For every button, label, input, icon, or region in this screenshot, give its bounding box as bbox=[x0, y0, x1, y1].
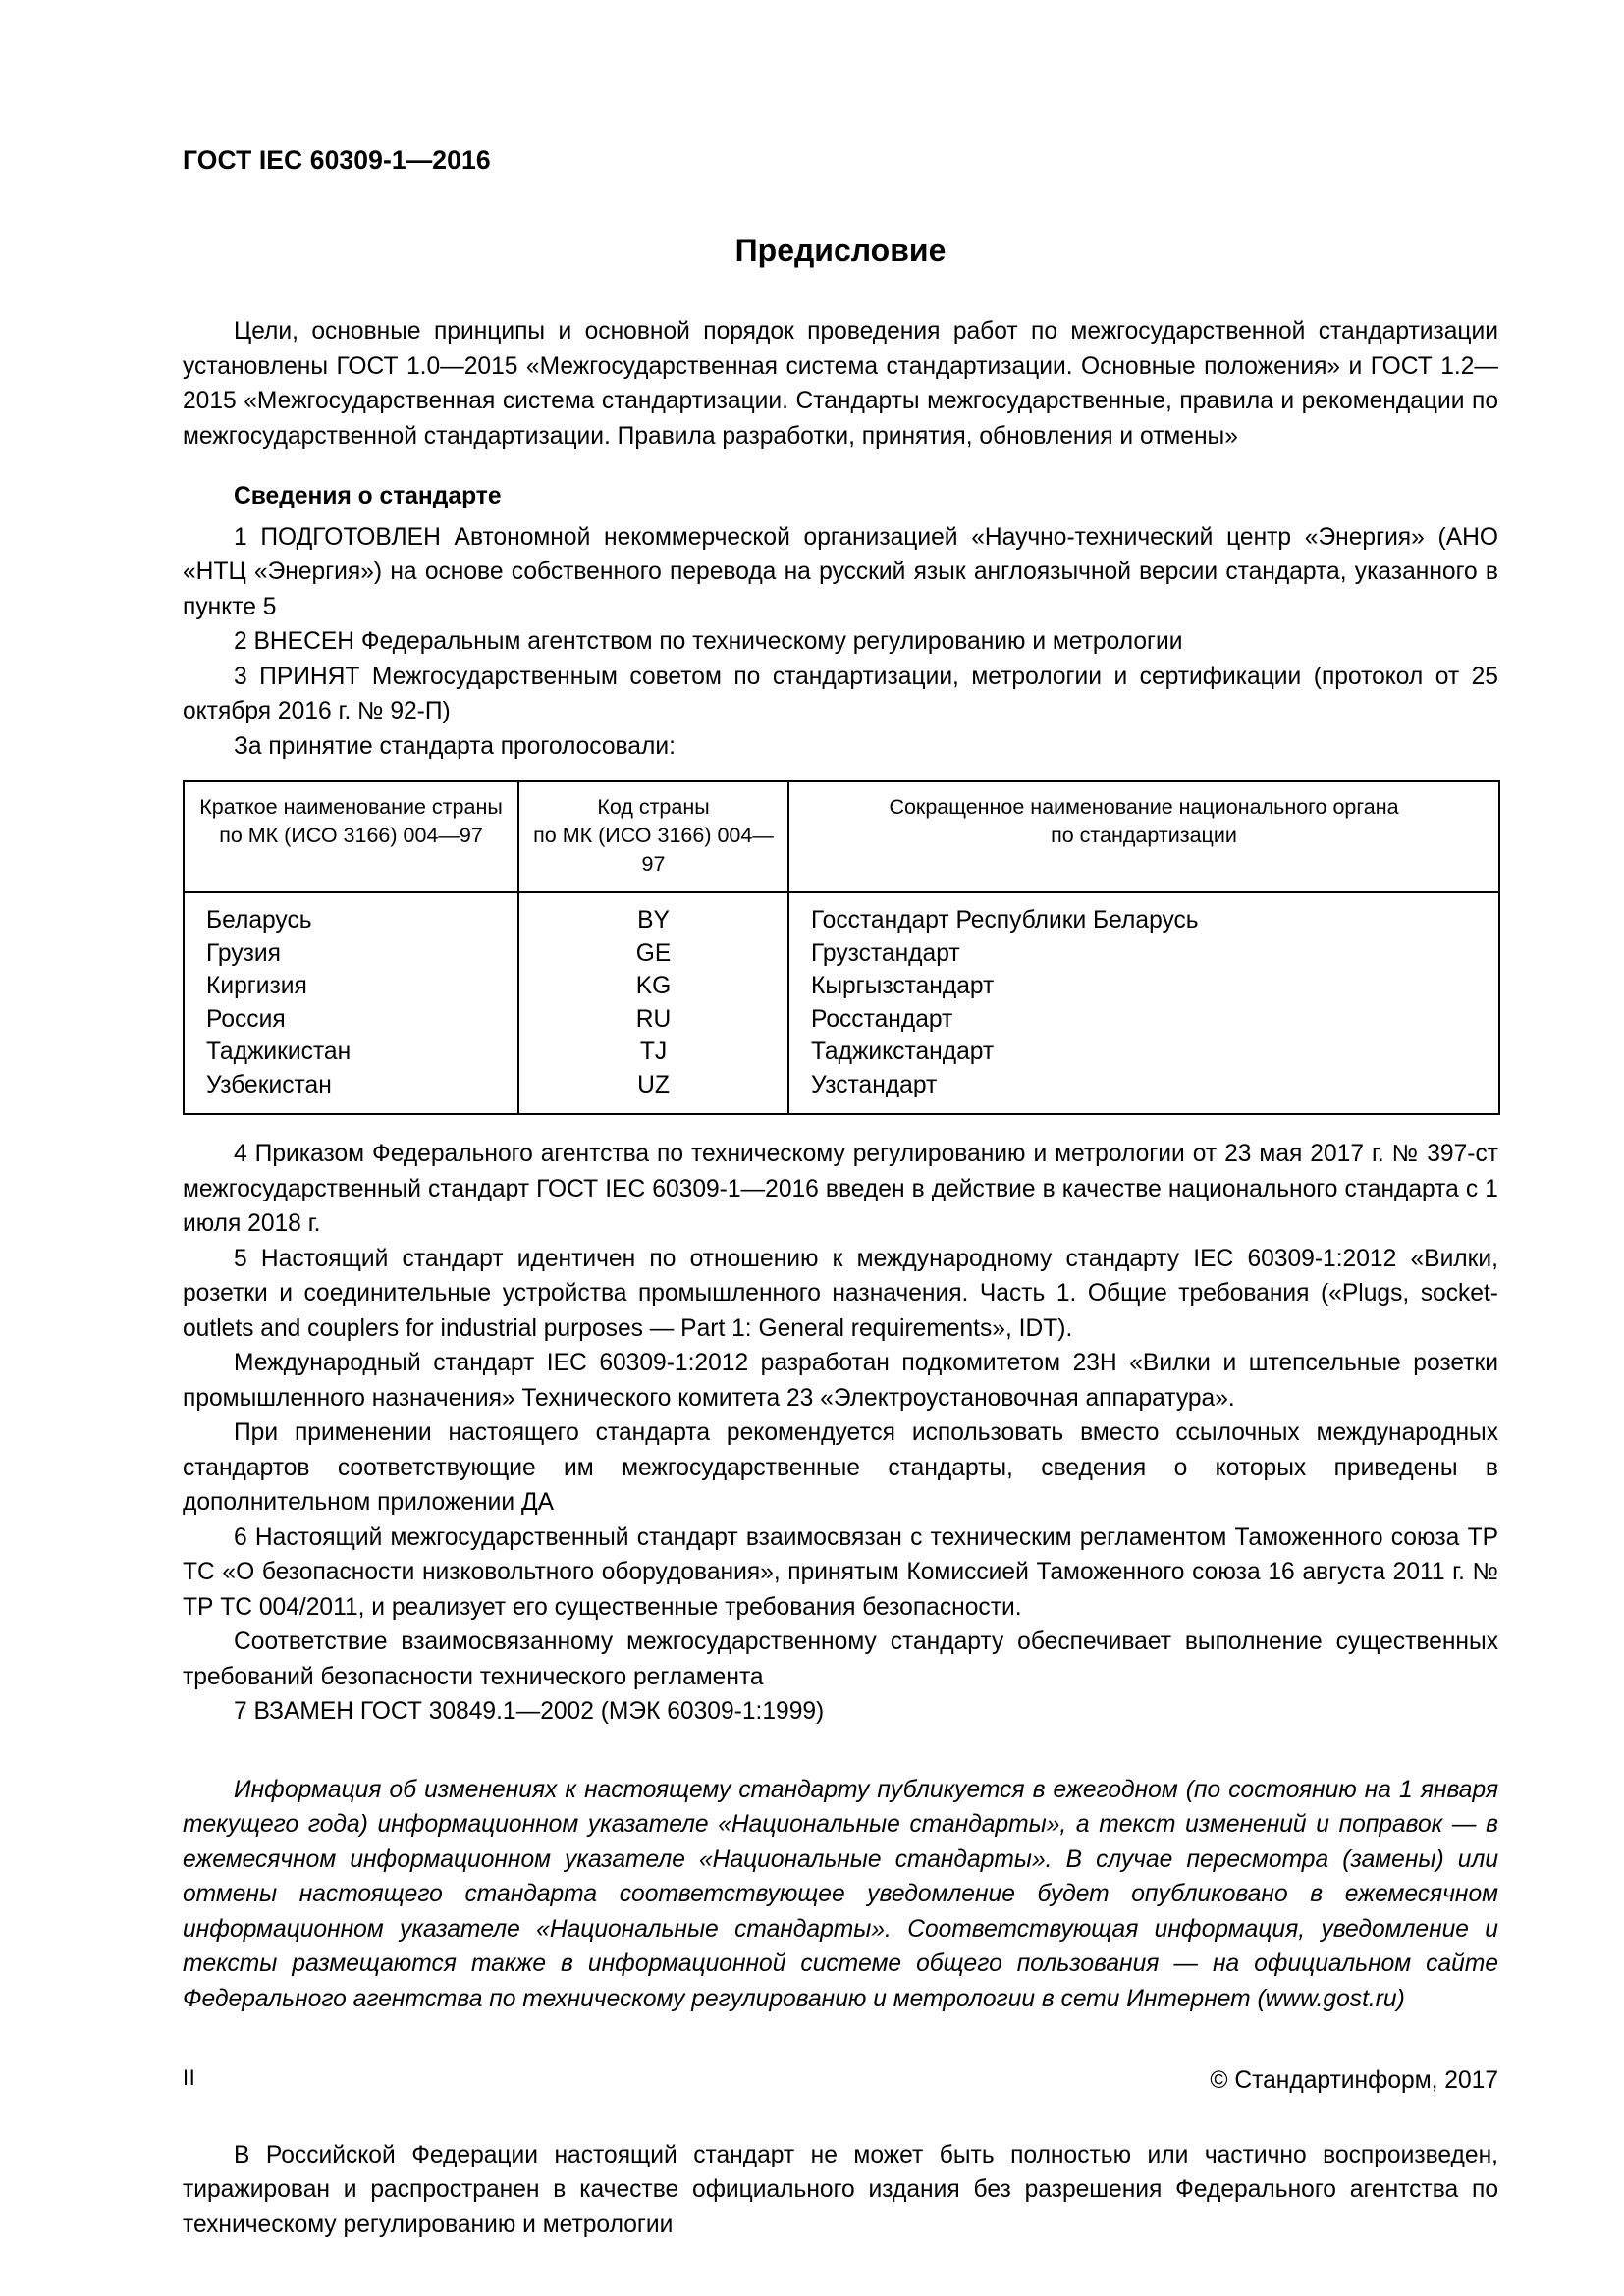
cell-code-2: KG bbox=[635, 973, 672, 1000]
cell-code-0: BY bbox=[637, 907, 670, 934]
table-row bbox=[184, 892, 1499, 1114]
running-head: ГОСТ IEC 60309-1—2016 bbox=[183, 145, 491, 175]
paragraph-conformity: Соответствие взаимосвязанному межгосударственному стандарту обеспечивает выполнение существенных требований безопасности технического регламента bbox=[183, 1629, 1498, 1690]
table-header-code-line1: Код страны bbox=[597, 795, 710, 820]
cell-body-2: Кыргызстандарт bbox=[811, 973, 995, 1000]
standard-info-item-7: 7 ВЗАМЕН ГОСТ 30849.1—2002 (МЭК 60309-1:1999) bbox=[234, 1698, 825, 1726]
section-heading-standard-info: Сведения о стандарте bbox=[234, 483, 502, 510]
standard-info-item-4: 4 Приказом Федерального агентства по техническому регулированию и метрологии от 23 мая 2017 г. № 397-ст межгосударственный стандарт ГОСТ IEC 60309-1—2016 введен в действие в качестве национального стандарта с 1 июля 2018 г. bbox=[183, 1141, 1498, 1238]
cell-country-1: Грузия bbox=[206, 939, 281, 967]
table-header-code bbox=[518, 781, 788, 892]
amendment-note-text: Информация об изменениях к настоящему стандарту публикуется в ежегодном (по состоянию на 1 января текущего года) информационном указателе «Национальные стандарты», а текст изменений и поправок — в ежемесячном информационном указателе «Национальные стандарты». В случае пересмотра (замены) или отмены настоящего стандарта соответствующее уведомление будет опубликовано в ежемесячном информационном указателе «Национальные стандарты». Соответствующая информация, уведомление и тексты размещаются также в информационной системе общего пользования — на официальном сайте Федерального агентства по техническому регулированию и метрологии в сети Интернет (www.gost.ru) bbox=[183, 1776, 1498, 2012]
cell-country-5: Узбекистан bbox=[206, 1071, 332, 1098]
paragraph-international-standard: Международный стандарт IEC 60309-1:2012 разработан подкомитетом 23H «Вилки и штепсельные розетки промышленного назначения» Технического комитета 23 «Электроустановочная аппаратура». bbox=[183, 1350, 1498, 1412]
table-header-body bbox=[788, 781, 1499, 892]
table-spacer bbox=[183, 1115, 1498, 1137]
table-cell-body bbox=[788, 892, 1499, 1114]
table-header-country bbox=[184, 781, 518, 892]
amendment-note-block bbox=[183, 1773, 1498, 2017]
page-content bbox=[183, 145, 1498, 2242]
cell-country-2: Киргизия bbox=[206, 973, 307, 1000]
table-header-body-line1: Сокращенное наименование национального органа bbox=[889, 795, 1399, 820]
cell-code-5: UZ bbox=[637, 1071, 670, 1098]
table-header-row bbox=[184, 781, 1499, 892]
cell-code-4: TJ bbox=[639, 1039, 668, 1066]
standard-info-item-2: 2 ВНЕСЕН Федеральным агентством по техническому регулированию и метрологии bbox=[234, 628, 1183, 656]
page-number: II bbox=[183, 2065, 196, 2090]
table-header-body-line2: по стандартизации bbox=[1051, 824, 1237, 848]
table-cell-country bbox=[184, 892, 518, 1114]
reproduction-notice-text: В Российской Федерации настоящий стандарт не может быть полностью или частично воспроизведен, тиражирован и распространен в качестве официального издания без разрешения Федерального агентства по техническому регулированию и метрологии bbox=[183, 2141, 1498, 2238]
cell-body-4: Таджикстандарт bbox=[811, 1039, 995, 1066]
page-title: Предисловие bbox=[734, 232, 947, 268]
standard-info-item-5: 5 Настоящий стандарт идентичен по отношению к международному стандарту IEC 60309-1:2012 «Вилки, розетки и соединительные устройства промышленного назначения. Часть 1. Общие требования («Plugs, socket-outlets and couplers for industrial purposes — Part 1: General requirements», IDT). bbox=[183, 1245, 1498, 1342]
cell-country-4: Таджикистан bbox=[206, 1039, 352, 1066]
cell-code-3: RU bbox=[635, 1005, 672, 1033]
cell-body-5: Узстандарт bbox=[811, 1071, 938, 1098]
paragraph-application-note: При применении настоящего стандарта рекомендуется использовать вместо ссылочных международных стандартов соответствующие им межгосударственные стандарты, сведения о которых приведены в дополнительном приложении ДА bbox=[183, 1419, 1498, 1517]
standard-info-item-3: 3 ПРИНЯТ Межгосударственным советом по стандартизации, метрологии и сертификации (протокол от 25 октября 2016 г. № 92-П) bbox=[183, 663, 1498, 725]
cell-country-0: Беларусь bbox=[206, 907, 312, 934]
table-header-country-line1: Краткое наименование страны bbox=[199, 795, 503, 820]
vote-table bbox=[183, 780, 1500, 1115]
copyright-line: © Стандартинформ, 2017 bbox=[1210, 2067, 1498, 2095]
standard-info-item-6: 6 Настоящий межгосударственный стандарт взаимосвязан с техническим регламентом Таможенного союза ТР ТС «О безопасности низковольтного оборудования», принятым Комиссией Таможенного союза 16 августа 2011 г. № ТР ТС 004/2011, и реализует его существенные требования безопасности. bbox=[183, 1523, 1498, 1621]
vote-table-lead-in: За принятие стандарта проголосовали: bbox=[234, 732, 676, 760]
table-header-country-line2: по МК (ИСО 3166) 004—97 bbox=[219, 824, 483, 848]
cell-body-0: Госстандарт Республики Беларусь bbox=[811, 907, 1199, 934]
cell-body-1: Грузстандарт bbox=[811, 939, 960, 967]
intro-paragraph: Цели, основные принципы и основной порядок проведения работ по межгосударственной стандартизации установлены ГОСТ 1.0—2015 «Межгосударственная система стандартизации. Основные положения» и ГОСТ 1.2—2015 «Межгосударственная система стандартизации. Стандарты межгосударственные, правила и рекомендации по межгосударственной стандартизации. Правила разработки, принятия, обновления и отмены» bbox=[183, 318, 1498, 450]
cell-country-3: Россия bbox=[206, 1005, 286, 1033]
cell-body-3: Росстандарт bbox=[811, 1005, 953, 1033]
cell-code-1: GE bbox=[635, 939, 672, 967]
table-header-code-line2: по МК (ИСО 3166) 004—97 bbox=[533, 824, 774, 877]
standard-info-item-1: 1 ПОДГОТОВЛЕН Автономной некоммерческой организацией «Научно-технический центр «Энергия» (АНО «НТЦ «Энергия») на основе собственного перевода на русский язык англоязычной версии стандарта, указанного в пункте 5 bbox=[183, 523, 1498, 620]
reproduction-notice-block bbox=[183, 2138, 1498, 2243]
table-cell-code bbox=[518, 892, 788, 1114]
